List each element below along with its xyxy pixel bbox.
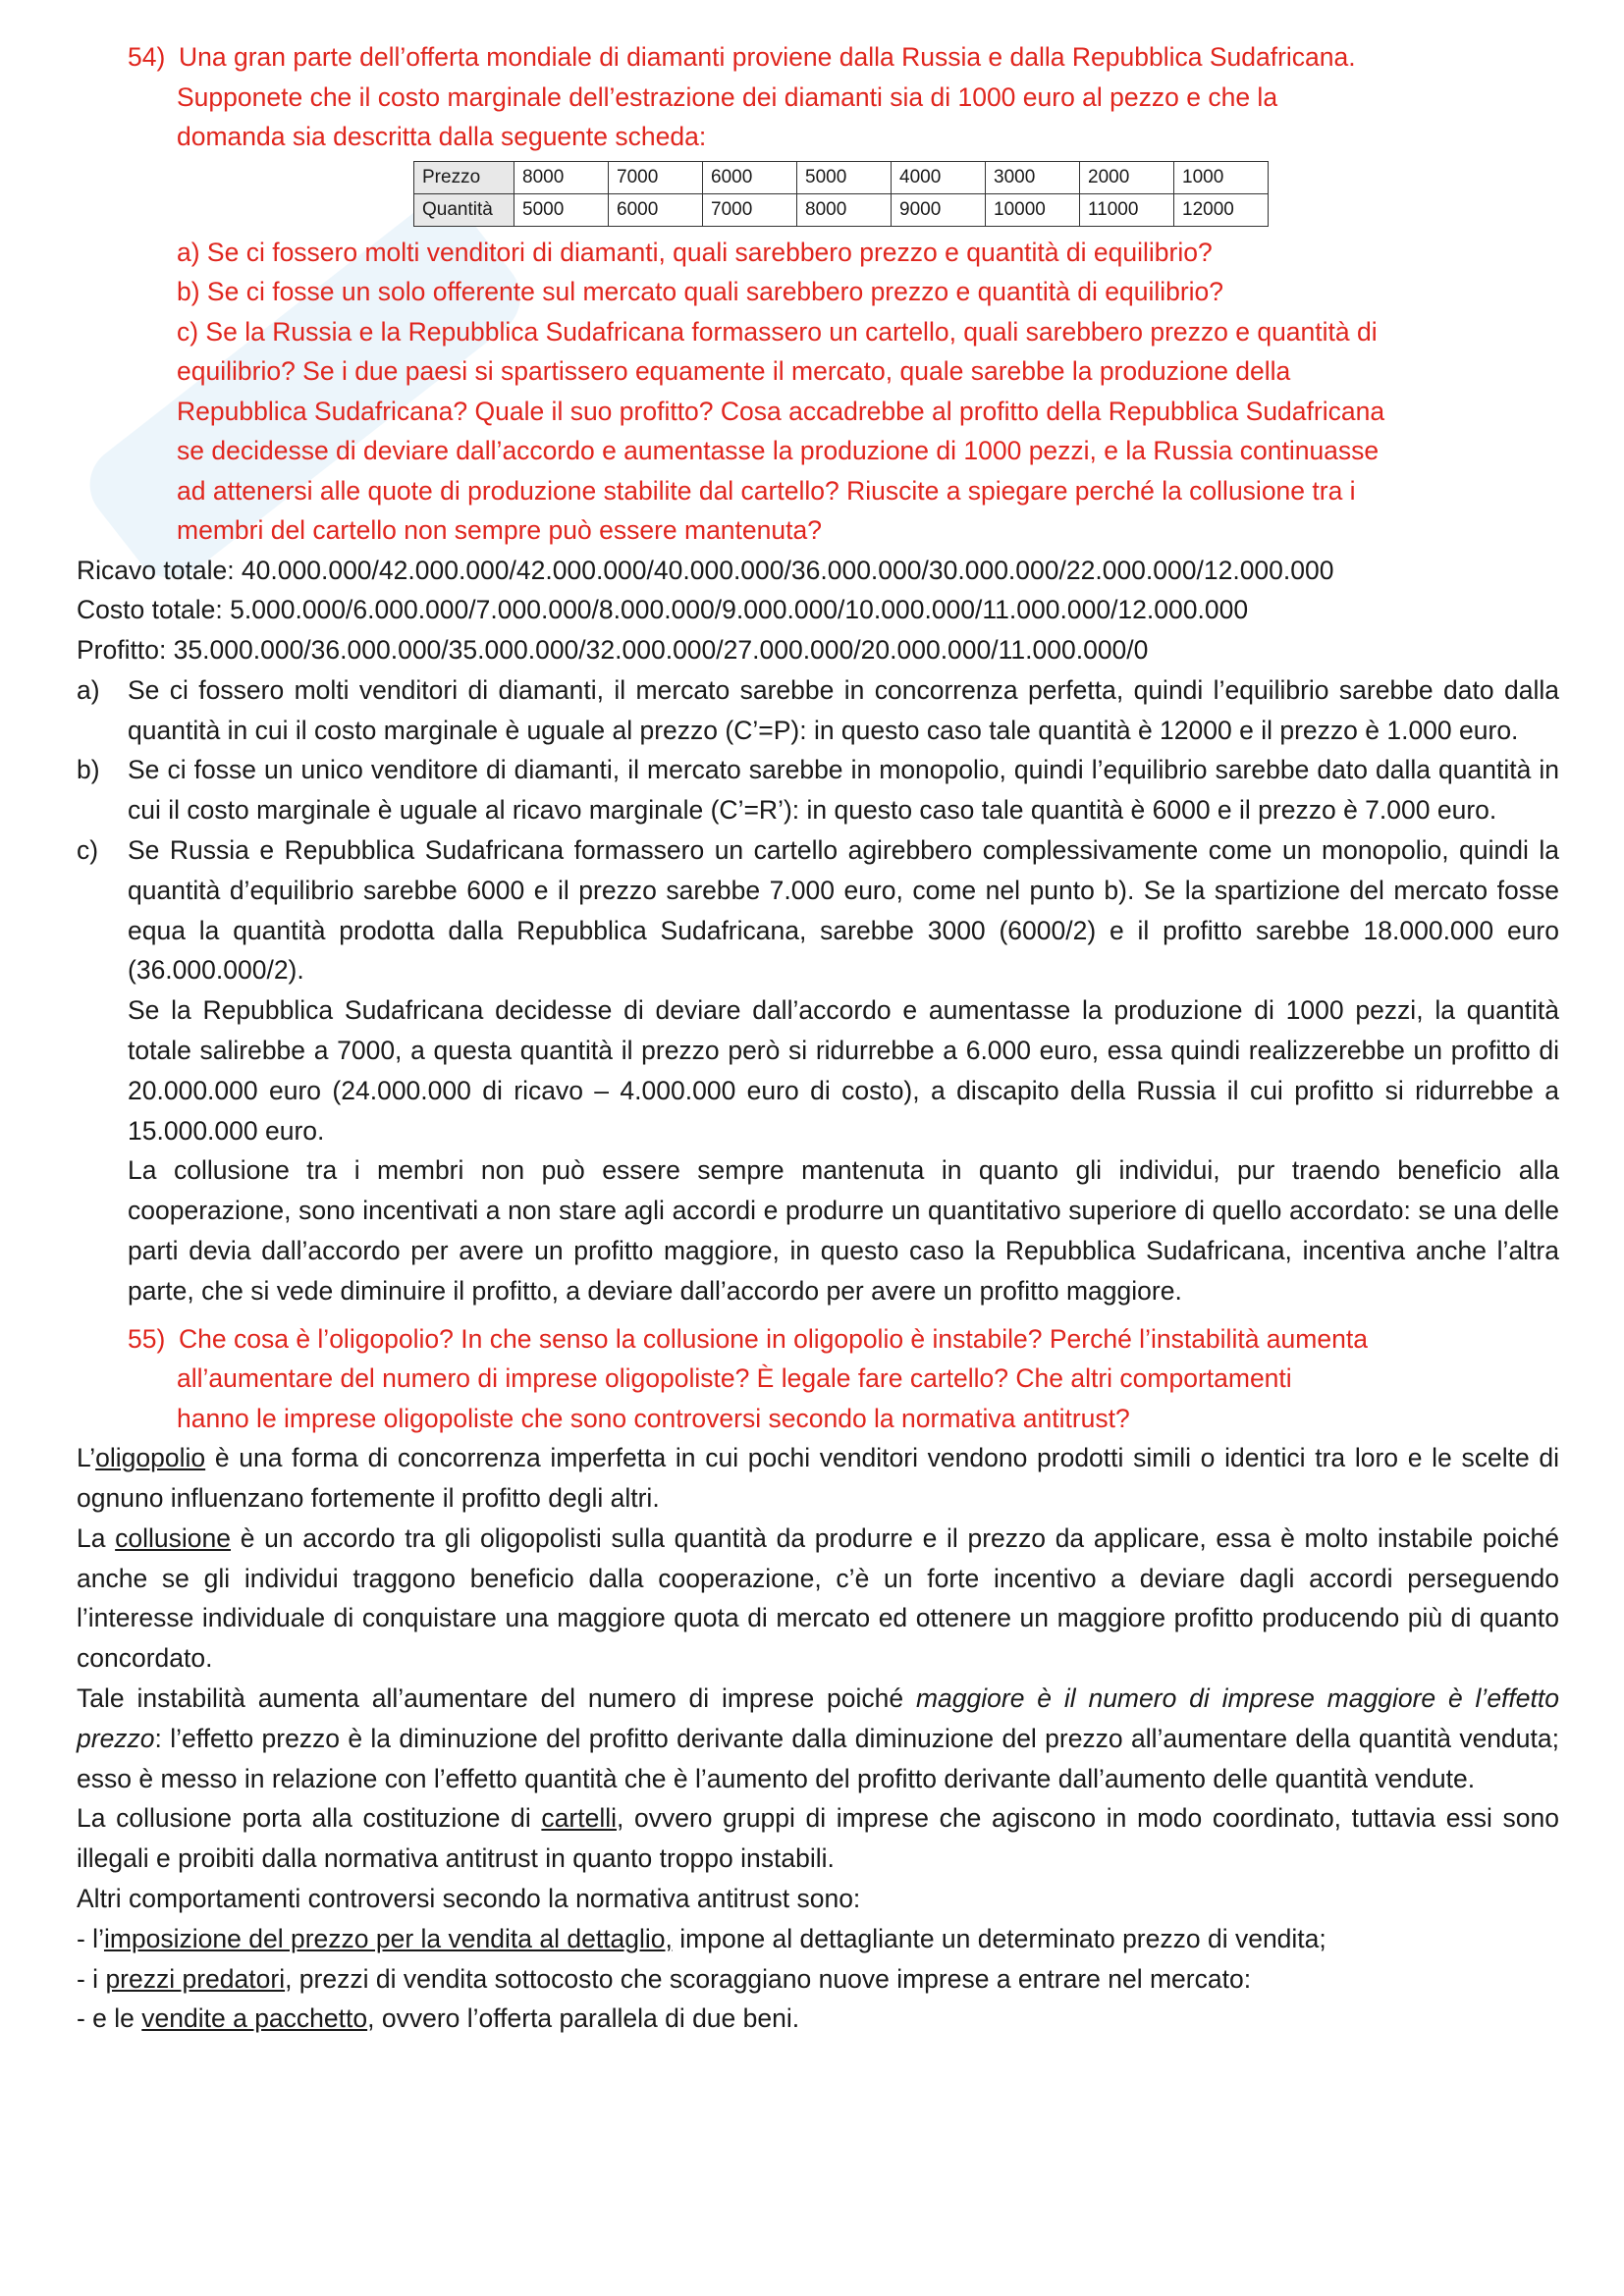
quantity-cell: 5000 xyxy=(514,193,609,226)
list-item xyxy=(77,1959,1559,2000)
paragraph-cartelli xyxy=(77,1798,1559,1879)
list-item xyxy=(77,1919,1559,1959)
text: , ovvero l’offerta parallela di due beni. xyxy=(367,2003,800,2034)
price-cell: 1000 xyxy=(1174,161,1269,193)
price-cell: 7000 xyxy=(609,161,703,193)
price-header: Prezzo xyxy=(414,161,514,193)
subquestion-a: a) Se ci fossero molti venditori di diamanti, quali sarebbero prezzo e quantità di equilibrio? xyxy=(177,237,1213,267)
total-revenue-line: Ricavo totale: 40.000.000/42.000.000/42.000.000/40.000.000/36.000.000/30.000.000/22.000.000/12.000.000 xyxy=(77,555,1334,585)
quantity-header: Quantità xyxy=(414,193,514,226)
text: - e le xyxy=(77,2003,142,2034)
answer-item-a xyxy=(77,670,1559,751)
item-text: Se Russia e Repubblica Sudafricana formassero un cartello agirebbero complessivamente come un monopolio, quindi la quantità d’equilibrio sarebbe 6000 e il prezzo sarebbe 7.000 euro, come nel punto b). Se la spartizione del mercato fosse equa la quantità prodotta dalla Repubblica Sudafricana, sarebbe 3000 (6000/2) e il profitto sarebbe 18.000.000 euro (36.000.000/2). xyxy=(128,835,1559,986)
text: - i xyxy=(77,1963,106,1994)
answer-55 xyxy=(77,1438,1559,2039)
answer-54 xyxy=(77,551,1559,1311)
item-text: Se la Repubblica Sudafricana decidesse di deviare dall’accordo e aumentasse la produzione di 1000 pezzi, la quantità totale salirebbe a 7000, a questa quantità il prezzo però si ridurrebbe a 6.000 euro, essa quindi realizzerebbe un profitto di 20.000.000 euro (24.000.000 di ricavo – 4.000.000 euro di costo), a discapito della Russia il cui profitto si ridurrebbe a 15.000.000 euro. xyxy=(128,995,1559,1146)
text: , prezzi di vendita sottocosto che scoraggiano nuove imprese a entrare nel mercato: xyxy=(285,1963,1252,1994)
document-page xyxy=(77,37,1559,2039)
item-label: b) xyxy=(77,755,100,785)
quantity-cell: 6000 xyxy=(609,193,703,226)
text: impone al dettagliante un determinato prezzo di vendita; xyxy=(672,1923,1326,1953)
term: prezzi predatori xyxy=(105,1963,286,1994)
item-label: c) xyxy=(77,835,99,866)
text: L’ xyxy=(77,1443,96,1473)
text: - l’ xyxy=(77,1923,104,1953)
text: è un accordo tra gli oligopolisti sulla quantità da produrre e il prezzo da applicare, essa è molto instabile poiché anche se gli individui traggono beneficio dalla cooperazione, c’è un forte incentivo a deviare dagli accordi perseguendo l’interesse individuale di conquistare una maggiore quota di mercato ed ottenere un maggiore profitto producendo più di quanto concordato. xyxy=(77,1522,1559,1674)
question-54-subparts xyxy=(77,233,1559,551)
price-cell: 3000 xyxy=(986,161,1080,193)
quantity-cell: 11000 xyxy=(1080,193,1174,226)
question-55 xyxy=(77,1319,1559,1439)
question-text: domanda sia descritta dalla seguente scheda: xyxy=(177,122,707,151)
price-cell: 8000 xyxy=(514,161,609,193)
quantity-cell: 9000 xyxy=(892,193,986,226)
question-text: all’aumentare del numero di imprese oligopoliste? È legale fare cartello? Che altri comportamenti xyxy=(177,1363,1292,1394)
emphasis: maggiore è il numero di imprese maggiore è l’effetto prezzo xyxy=(77,1682,1559,1753)
demand-schedule-table xyxy=(413,161,1269,227)
profit-line: Profitto: 35.000.000/36.000.000/35.000.000/32.000.000/27.000.000/20.000.000/11.000.000/0 xyxy=(77,635,1149,666)
question-text: Una gran parte dell’offerta mondiale di diamanti proviene dalla Russia e dalla Repubblica Sudafricana. xyxy=(179,42,1356,72)
paragraph-oligopolio xyxy=(77,1438,1559,1519)
answer-item-b xyxy=(77,750,1559,830)
text: La xyxy=(77,1522,116,1553)
item-text: La collusione tra i membri non può essere sempre mantenuta in quanto gli individui, pur traendo beneficio alla cooperazione, sono incentivati a non stare agli accordi e produrre un quantitativo superiore di quello accordato: se una delle parti devia dall’accordo per avere un profitto maggiore, in questo caso la Repubblica Sudafricana, incentiva anche l’altra parte, che si vede diminuire il profitto, a deviare dall’accordo per avere un profitto maggiore. xyxy=(128,1155,1559,1306)
text: Tale instabilità aumenta all’aumentare del numero di imprese poiché xyxy=(77,1682,916,1713)
answer-item-c xyxy=(77,830,1559,1311)
term: imposizione del prezzo per la vendita al dettaglio, xyxy=(103,1923,673,1953)
quantity-cell: 7000 xyxy=(703,193,797,226)
question-text: Che cosa è l’oligopolio? In che senso la collusione in oligopolio è instabile? Perché l’instabilità aumenta xyxy=(179,1323,1368,1354)
price-cell: 2000 xyxy=(1080,161,1174,193)
subquestion-c: membri del cartello non sempre può essere mantenuta? xyxy=(177,515,822,545)
price-cell: 5000 xyxy=(797,161,892,193)
item-label: a) xyxy=(77,674,100,705)
text: è una forma di concorrenza imperfetta in cui pochi venditori vendono prodotti simili o identici tra loro e le scelte di ognuno influenzano fortemente il profitto degli altri. xyxy=(77,1443,1559,1513)
subquestion-c: equilibrio? Se i due paesi si spartissero equamente il mercato, quale sarebbe la produzione della xyxy=(177,356,1291,386)
text: : l’effetto prezzo è la diminuzione del profitto derivante dalla diminuzione del prezzo all’aumentare della quantità venduta; esso è messo in relazione con l’effetto quantità che è l’aumento del profitto derivante dall’aumento delle quantità vendute. xyxy=(77,1723,1559,1793)
question-number: 55) xyxy=(128,1323,166,1354)
paragraph-collusione xyxy=(77,1519,1559,1679)
price-cell: 6000 xyxy=(703,161,797,193)
item-text: Se ci fosse un unico venditore di diamanti, il mercato sarebbe in monopolio, quindi l’equilibrio sarebbe dato dalla quantità in cui il costo marginale è uguale al ricavo marginale (C’=R’): in questo caso tale quantità è 6000 e il prezzo è 7.000 euro. xyxy=(128,755,1559,826)
subquestion-c: Repubblica Sudafricana? Quale il suo profitto? Cosa accadrebbe al profitto della Repubblica Sudafricana xyxy=(177,396,1385,426)
paragraph-instabilita xyxy=(77,1679,1559,1798)
total-cost-line: Costo totale: 5.000.000/6.000.000/7.000.000/8.000.000/9.000.000/10.000.000/11.000.000/12.000.000 xyxy=(77,595,1249,625)
subquestion-c: c) Se la Russia e la Repubblica Sudafricana formassero un cartello, quali sarebbero prezzo e quantità di xyxy=(177,316,1378,347)
term-oligopolio: oligopolio xyxy=(95,1443,206,1473)
quantity-cell: 12000 xyxy=(1174,193,1269,226)
quantity-cell: 10000 xyxy=(986,193,1080,226)
subquestion-b: b) Se ci fosse un solo offerente sul mercato quali sarebbero prezzo e quantità di equilibrio? xyxy=(177,277,1224,306)
question-text: Supponete che il costo marginale dell’estrazione dei diamanti sia di 1000 euro al pezzo e che la xyxy=(177,81,1278,112)
term: vendite a pacchetto xyxy=(141,2003,368,2034)
question-54 xyxy=(77,37,1559,157)
paragraph-comportamenti: Altri comportamenti controversi secondo la normativa antitrust sono: xyxy=(77,1883,861,1913)
subquestion-c: se decidesse di deviare dall’accordo e aumentasse la produzione di 1000 pezzi, e la Russia continuasse xyxy=(177,436,1380,465)
item-text: Se ci fossero molti venditori di diamanti, il mercato sarebbe in concorrenza perfetta, quindi l’equilibrio sarebbe dato dalla quantità in cui il costo marginale è uguale al prezzo (C’=P): in questo caso tale quantità è 12000 e il prezzo è 1.000 euro. xyxy=(128,674,1559,745)
list-item xyxy=(77,1999,1559,2039)
question-text: hanno le imprese oligopoliste che sono controversi secondo la normativa antitrust? xyxy=(177,1403,1130,1433)
quantity-row xyxy=(414,193,1269,226)
subquestion-c: ad attenersi alle quote di produzione stabilite dal cartello? Riuscite a spiegare perché la collusione tra i xyxy=(177,475,1356,506)
term-collusione: collusione xyxy=(115,1522,232,1553)
price-row xyxy=(414,161,1269,193)
text: La collusione porta alla costituzione di xyxy=(77,1803,542,1834)
price-cell: 4000 xyxy=(892,161,986,193)
term-cartelli: cartelli xyxy=(541,1803,617,1834)
quantity-cell: 8000 xyxy=(797,193,892,226)
question-number: 54) xyxy=(128,42,166,72)
text: , ovvero gruppi di imprese che agiscono in modo coordinato, tuttavia essi sono illegali e proibiti dalla normativa antitrust in quanto troppo instabili. xyxy=(77,1803,1559,1874)
